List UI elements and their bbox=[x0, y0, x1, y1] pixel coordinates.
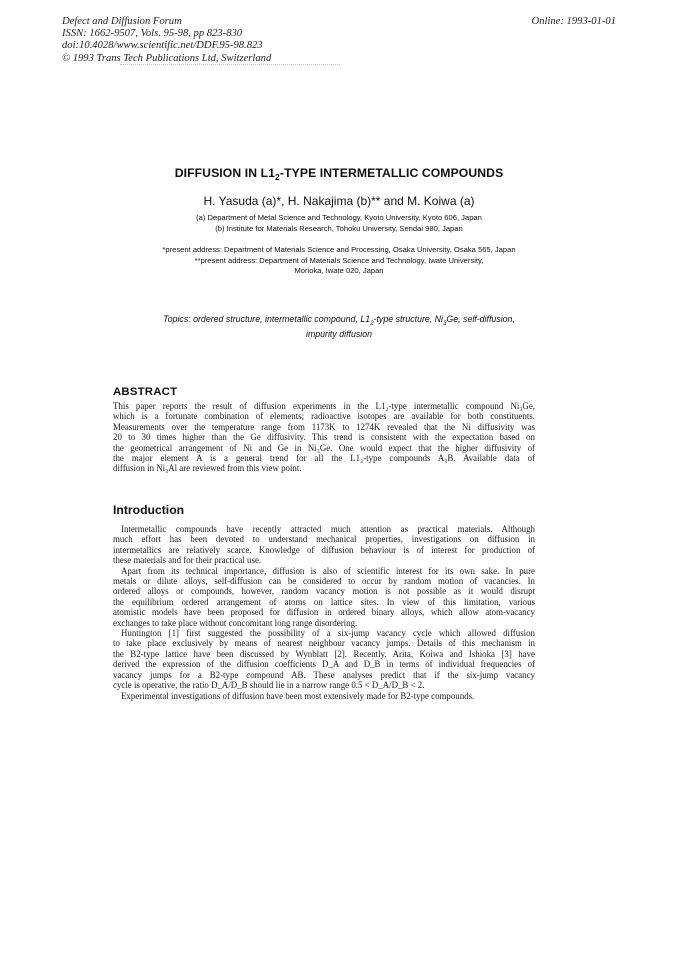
journal-name: Defect and Diffusion Forum bbox=[62, 16, 182, 27]
present-addresses bbox=[0, 245, 678, 277]
affiliation-a: (a) Department of Metal Science and Technology, Kyoto University, Kyoto 606, Japan bbox=[196, 213, 482, 222]
text-line: the B2-type lattice have been discussed by Wynblatt [2]. Recently, Arita, Koiwa and Ishioka [3] have bbox=[113, 648, 535, 659]
doi-line: doi:10.4028/www.scientific.net/DDF.95-98.823 bbox=[62, 40, 263, 52]
text-line: the geometrical arrangement of Ni and Ge in Ni₃Ge. One would expect that the higher diffusivity of bbox=[113, 442, 535, 453]
abstract-heading: ABSTRACT bbox=[113, 386, 178, 398]
text-line: Huntington [1] first suggested the possibility of a six-jump vacancy cycle which allowed diffusion bbox=[121, 628, 535, 639]
topics-line-2: impurity diffusion bbox=[305, 329, 372, 339]
text-line: which is a fortunate combination of elements; radioactive isotopes are available for both constituents. bbox=[113, 411, 535, 422]
text-line: exchanges to take place without concomitant long range disordering. bbox=[113, 617, 358, 628]
topics bbox=[0, 314, 678, 340]
present-address-1: *present address: Department of Materials Science and Processing, Osaka University, Osaka 565, Japan bbox=[162, 245, 516, 254]
text-line: to take place exclusively by means of nearest neighbour vacancy jumps. Details of this mechanism in bbox=[113, 638, 535, 649]
text-line: much effort has been devoted to understand mechanical properties, investigations on diffusion in bbox=[113, 534, 535, 545]
text-line: intermetallics are relatively scarce. Knowledge of diffusion behaviour is of interest for production of bbox=[113, 544, 535, 555]
introduction-heading: Introduction bbox=[113, 503, 185, 517]
text-line: atomistic models have been proposed for diffusion in ordered binary alloys, which allow atom-vacancy bbox=[113, 607, 535, 618]
text-line: derived the expression of the diffusion coefficients D_A and D_B in terms of individual frequencies of bbox=[113, 659, 535, 670]
text-line: the equilibrium ordered arrangement of atoms on lattice sites. In view of this limitation, various bbox=[113, 596, 535, 607]
text-line: these materials and for their practical use. bbox=[113, 555, 262, 566]
text-line: cycle is operative, the ratio D_A/D_B should lie in a narrow range 0.5 < D_A/D_B < 2. bbox=[113, 680, 425, 691]
text-line: metals or dilute alloys, self-diffusion can be considered to occur by random motion of vacancies. In bbox=[113, 576, 535, 587]
abstract-body bbox=[113, 401, 535, 474]
text-line: ordered alloys or compounds, however, random vacancy motion is not possible as it would disrupt bbox=[113, 586, 535, 597]
issn-line: ISSN: 1662-9507, Vols. 95-98, pp 823-830 bbox=[62, 28, 243, 40]
text-line: Measurements over the temperature range from 1173K to 1274K revealed that the Ni diffusivity was bbox=[113, 421, 535, 432]
text-line: diffusion in Ni₃Al are reviewed from this view point. bbox=[113, 463, 302, 474]
text-line: Intermetallic compounds have recently attracted much attention as practical materials. Although bbox=[121, 524, 535, 534]
copyright-line: © 1993 Trans Tech Publications Ltd, Switzerland bbox=[62, 52, 272, 64]
affiliation-b: (b) Institute for Materials Research, Tohoku University, Sendai 980, Japan bbox=[215, 224, 463, 233]
text-line: Apart from its technical importance, diffusion is also of scientific interest for its own sake. In pure bbox=[121, 565, 535, 576]
present-address-3: Morioka, Iwate 020, Japan bbox=[294, 266, 384, 276]
text-line: 20 to 30 times higher than the Ge diffusivity. This trend is consistent with the expectation based on bbox=[113, 432, 535, 443]
introduction-body bbox=[113, 524, 535, 701]
topics-line-1: Topics: ordered structure, intermetallic compound, $L1_2$-type structure, $Ni_3Ge$, self-diffusion, bbox=[163, 314, 515, 327]
text-line: vacancy jumps for a B2-type compound AB. These analyses predict that if the six-jump vacancy bbox=[113, 669, 535, 680]
paper-title: DIFFUSION IN $L1_2$-TYPE INTERMETALLIC COMPOUNDS bbox=[174, 166, 504, 182]
scan-residue bbox=[120, 64, 340, 70]
text-line: Experimental investigations of diffusion have been most extensively made for B2-type compounds. bbox=[121, 690, 475, 701]
present-address-2: **present address: Department of Materials Science and Technology, Iwate University, bbox=[194, 255, 484, 265]
online-date: Online: 1993-01-01 bbox=[531, 16, 616, 27]
text-line: This paper reports the result of diffusion experiments in the L1₂-type intermetallic compound Ni₃Ge, bbox=[113, 401, 535, 411]
text-line: the major element A is a general trend for all the L1₂-type compounds A₃B. Available data of bbox=[113, 453, 535, 464]
authors: H. Yasuda (a)*, H. Nakajima (b)** and M. Koiwa (a) bbox=[203, 194, 475, 208]
